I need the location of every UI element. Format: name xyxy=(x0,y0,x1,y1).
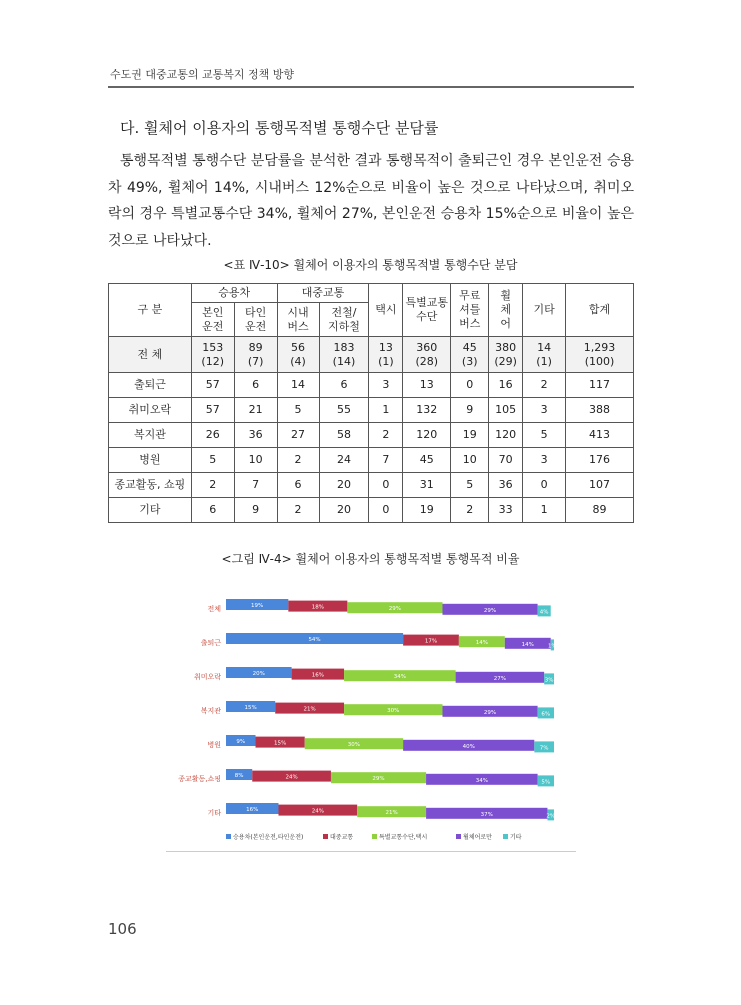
legend-swatch xyxy=(372,834,377,839)
legend-swatch xyxy=(456,834,461,839)
table-cell: 2 xyxy=(523,373,566,398)
bar-data-label: 37% xyxy=(480,811,493,818)
bar-data-label: 3% xyxy=(544,677,554,684)
legend-label: 휠체어로만 xyxy=(463,834,492,841)
table-cell: 7 xyxy=(369,448,403,473)
table-head-total: 합계 xyxy=(566,284,634,337)
category-label: 취미오락 xyxy=(193,673,221,681)
table-total-cell: 153 (12) xyxy=(191,337,234,373)
body-paragraph: 통행목적별 통행수단 분담률을 분석한 결과 통행목적이 출퇴근인 경우 본인운전 승용차 49%, 휠체어 14%, 시내버스 12%순으로 비율이 높은 것으로 나타났으며, 취미오락의 경우 특별교통수단 34%, 휠체어 27%, 본인운전 승용차 15%순으로 비율이 높은 것으로 나타났다. xyxy=(108,153,634,249)
table-cell: 19 xyxy=(403,498,451,523)
table-total-cell: 56 (4) xyxy=(277,337,319,373)
running-head: 수도권 대중교통의 교통복지 정책 방향 xyxy=(110,68,295,81)
table-row-label: 병원 xyxy=(109,448,192,473)
table-cell: 10 xyxy=(451,448,489,473)
table-total-cell: 89 (7) xyxy=(234,337,277,373)
category-label: 병원 xyxy=(207,741,221,749)
bar-data-label: 5% xyxy=(541,779,551,786)
bar-data-label: 24% xyxy=(285,774,298,781)
category-label: 출퇴근 xyxy=(200,639,221,647)
bar-data-label: 34% xyxy=(475,777,488,784)
table-cell: 0 xyxy=(369,473,403,498)
table-cell: 0 xyxy=(369,498,403,523)
table-head-taxi: 택시 xyxy=(369,284,403,337)
table-row xyxy=(109,473,634,498)
table-head-rail: 전철/ 지하철 xyxy=(319,303,369,337)
bar-data-label: 15% xyxy=(244,705,257,711)
table-cell: 6 xyxy=(319,373,369,398)
table-cell: 33 xyxy=(489,498,523,523)
table-cell: 27 xyxy=(277,423,319,448)
bar-data-label: 21% xyxy=(385,810,398,817)
bar-data-label: 21% xyxy=(303,706,316,713)
bar-data-label: 29% xyxy=(483,607,497,614)
table-cell: 20 xyxy=(319,473,369,498)
table-total-label: 전 체 xyxy=(109,337,192,373)
bar-data-label: 15% xyxy=(274,740,287,747)
table-cell: 413 xyxy=(566,423,634,448)
table-cell: 57 xyxy=(191,398,234,423)
table-caption: <표 Ⅳ-10> 휠체어 이용자의 통행목적별 통행수단 분담 xyxy=(223,258,518,272)
table-cell: 3 xyxy=(523,448,566,473)
bar-data-label: 24% xyxy=(311,808,324,815)
table-cell: 2 xyxy=(191,473,234,498)
table-cell: 5 xyxy=(523,423,566,448)
table-cell: 6 xyxy=(191,498,234,523)
table-cell: 1 xyxy=(369,398,403,423)
table-cell: 89 xyxy=(566,498,634,523)
table-head-group-transit: 대중교통 xyxy=(277,284,369,303)
table-row-label: 복지관 xyxy=(109,423,192,448)
table-total-cell: 380 (29) xyxy=(489,337,523,373)
table-head-wheelchair: 휠 체 어 xyxy=(489,284,523,337)
bar-data-label: 29% xyxy=(483,709,497,716)
table-cell: 16 xyxy=(489,373,523,398)
table-cell: 9 xyxy=(234,498,277,523)
table-cell: 9 xyxy=(451,398,489,423)
table-cell: 13 xyxy=(403,373,451,398)
table-cell: 7 xyxy=(234,473,277,498)
table-total-cell: 45 (3) xyxy=(451,337,489,373)
bar-data-label: 9% xyxy=(236,739,246,745)
table-row-label: 종교활동, 쇼핑 xyxy=(109,473,192,498)
bar-data-label: 27% xyxy=(493,675,506,682)
bar-data-label: 17% xyxy=(424,638,438,645)
table-cell: 2 xyxy=(451,498,489,523)
bar-data-label: 18% xyxy=(311,604,324,611)
table-cell: 2 xyxy=(277,448,319,473)
table-cell: 3 xyxy=(523,398,566,423)
table-cell: 58 xyxy=(319,423,369,448)
table-total-cell: 14 (1) xyxy=(523,337,566,373)
bar-data-label: 54% xyxy=(308,637,321,643)
category-label: 전체 xyxy=(207,605,221,613)
table-cell: 0 xyxy=(523,473,566,498)
page-number: 106 xyxy=(108,920,137,938)
legend-swatch xyxy=(503,834,508,839)
table-cell: 5 xyxy=(451,473,489,498)
bar-data-label: 4% xyxy=(539,609,549,616)
bar-data-label: 30% xyxy=(347,742,361,749)
legend-swatch xyxy=(323,834,328,839)
legend-label: 특별교통수단,택시 xyxy=(379,834,428,841)
table-total-cell: 13 (1) xyxy=(369,337,403,373)
table-cell: 10 xyxy=(234,448,277,473)
table-head-special: 특별교통 수단 xyxy=(403,284,451,337)
table-row-label: 기타 xyxy=(109,498,192,523)
table-head-self-drive: 본인 운전 xyxy=(191,303,234,337)
table-row xyxy=(109,498,634,523)
bar-data-label: 16% xyxy=(311,672,324,679)
table-cell: 117 xyxy=(566,373,634,398)
chart-bottom-divider xyxy=(166,851,576,852)
table-cell: 14 xyxy=(277,373,319,398)
header-divider xyxy=(108,86,634,88)
table-cell: 6 xyxy=(277,473,319,498)
table-head-category: 구 분 xyxy=(109,284,192,337)
legend-label: 기타 xyxy=(510,834,522,841)
table-cell: 120 xyxy=(403,423,451,448)
table-cell: 26 xyxy=(191,423,234,448)
bar-data-label: 2% xyxy=(546,813,556,820)
table-row xyxy=(109,398,634,423)
bar-data-label: 1% xyxy=(547,643,557,650)
table-cell: 5 xyxy=(191,448,234,473)
table-cell: 388 xyxy=(566,398,634,423)
table-cell: 120 xyxy=(489,423,523,448)
table-cell: 70 xyxy=(489,448,523,473)
table-cell: 2 xyxy=(369,423,403,448)
bar-data-label: 19% xyxy=(251,603,264,609)
table-row-label: 출퇴근 xyxy=(109,373,192,398)
table-cell: 107 xyxy=(566,473,634,498)
table-cell: 2 xyxy=(277,498,319,523)
bar-data-label: 34% xyxy=(393,674,406,681)
mode-share-table xyxy=(108,283,634,523)
table-cell: 20 xyxy=(319,498,369,523)
table-cell: 24 xyxy=(319,448,369,473)
table-total-cell: 183 (14) xyxy=(319,337,369,373)
category-label: 기타 xyxy=(207,809,221,817)
table-cell: 21 xyxy=(234,398,277,423)
table-cell: 5 xyxy=(277,398,319,423)
table-total-cell: 360 (28) xyxy=(403,337,451,373)
bar-data-label: 40% xyxy=(462,743,475,750)
table-head-group-car: 승용차 xyxy=(191,284,277,303)
table-cell: 1 xyxy=(523,498,566,523)
table-cell: 57 xyxy=(191,373,234,398)
table-head-city-bus: 시내 버스 xyxy=(277,303,319,337)
table-cell: 36 xyxy=(234,423,277,448)
table-cell: 105 xyxy=(489,398,523,423)
bar-data-label: 16% xyxy=(246,807,259,813)
category-label: 복지관 xyxy=(200,707,221,715)
table-cell: 132 xyxy=(403,398,451,423)
table-cell: 55 xyxy=(319,398,369,423)
legend-swatch xyxy=(226,834,231,839)
table-cell: 176 xyxy=(566,448,634,473)
bar-data-label: 14% xyxy=(475,640,488,647)
table-head-other-drive: 타인 운전 xyxy=(234,303,277,337)
bar-data-label: 14% xyxy=(521,641,534,648)
table-cell: 31 xyxy=(403,473,451,498)
table-row xyxy=(109,373,634,398)
mode-share-stacked-bar-chart xyxy=(166,585,576,850)
bar-data-label: 29% xyxy=(388,606,402,613)
bar-data-label: 6% xyxy=(541,711,551,718)
bar-data-label: 8% xyxy=(234,773,244,779)
table-cell: 6 xyxy=(234,373,277,398)
bar-data-label: 20% xyxy=(252,671,265,677)
table-cell: 3 xyxy=(369,373,403,398)
table-row xyxy=(109,423,634,448)
table-total-cell: 1,293 (100) xyxy=(566,337,634,373)
bar-data-label: 29% xyxy=(372,776,385,783)
legend-label: 승용차(본인운전,타인운전) xyxy=(233,834,304,841)
category-label: 종교활동,쇼핑 xyxy=(178,775,221,783)
section-title: 다. 휠체어 이용자의 통행목적별 통행수단 분담률 xyxy=(120,119,439,137)
table-cell: 19 xyxy=(451,423,489,448)
bar-data-label: 30% xyxy=(387,708,400,715)
table-row xyxy=(109,448,634,473)
legend-label: 대중교통 xyxy=(330,834,354,841)
table-row-label: 취미오락 xyxy=(109,398,192,423)
table-cell: 36 xyxy=(489,473,523,498)
figure-caption: <그림 Ⅳ-4> 휠체어 이용자의 통행목적별 통행목적 비율 xyxy=(221,552,520,566)
table-cell: 0 xyxy=(451,373,489,398)
bar-data-label: 7% xyxy=(539,745,549,752)
table-cell: 45 xyxy=(403,448,451,473)
table-head-free-shuttle: 무료 셔틀 버스 xyxy=(451,284,489,337)
table-head-etc: 기타 xyxy=(523,284,566,337)
